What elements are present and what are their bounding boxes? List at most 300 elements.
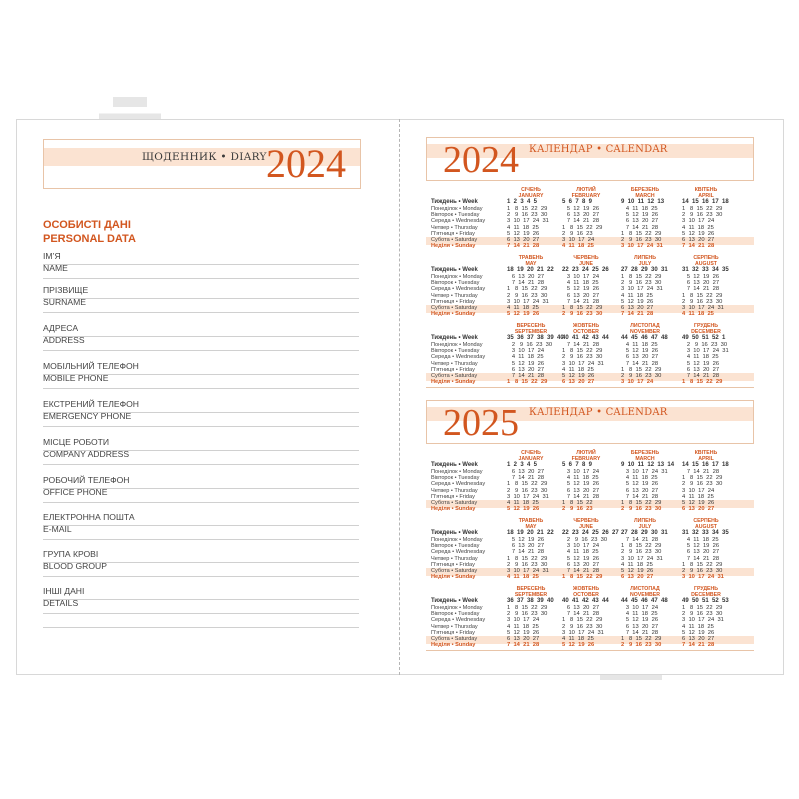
- day-dates: 6 13 20 27: [507, 274, 545, 280]
- day-dates: 1 8 15 22 29: [621, 274, 662, 280]
- weekday-label: Середа • Wednesday: [431, 617, 486, 624]
- day-dates: 7 14 21 28: [562, 342, 600, 348]
- day-dates: 3 10 17 24 31: [621, 555, 663, 562]
- sunday-label: Неділя • Sunday: [431, 379, 476, 386]
- day-dates: 7 14 21 28: [682, 469, 720, 475]
- day-dates: 6 13 20 27: [507, 469, 545, 475]
- month-name-ua: ЛИСТОПАД: [630, 586, 660, 592]
- day-dates: 3 10 17 24 31: [562, 629, 604, 636]
- day-dates: 1 8 15 22 29: [682, 206, 723, 212]
- day-dates: 5 12 19 26: [682, 274, 720, 280]
- day-dates: 4 11 18 25: [562, 280, 599, 287]
- sunday-dates: 6 13 20 27: [621, 574, 654, 581]
- field-name: [43, 250, 359, 274]
- field-office-phone: [43, 474, 359, 498]
- day-dates: 4 11 18 25: [682, 537, 719, 543]
- weekday-label: П’ятниця • Friday: [431, 561, 475, 568]
- weekday-label: Понеділок • Monday: [431, 537, 483, 543]
- weekday-label: Вівторок • Tuesday: [431, 611, 480, 618]
- day-dates: 3 10 17 24 31: [507, 298, 549, 305]
- month-name-en: MAY: [525, 261, 537, 267]
- sunday-dates: 6 13 20 27: [562, 379, 595, 386]
- month-header: [503, 450, 559, 462]
- weekday-label: Понеділок • Monday: [431, 206, 483, 212]
- sunday-label: Неділя • Sunday: [431, 642, 476, 649]
- week-numbers: 40 41 42 43 44: [562, 598, 609, 604]
- week-numbers: 36 37 38 39 40: [507, 598, 554, 604]
- write-line[interactable]: [43, 599, 359, 600]
- month-name-en: JUNE: [579, 261, 593, 267]
- weekday-label: Субота • Saturday: [431, 305, 478, 311]
- week-label: Тиждень • Week: [431, 267, 478, 273]
- day-dates: 2 9 16 23 30: [682, 481, 723, 488]
- day-dates: 3 10 17 24: [507, 348, 545, 355]
- field-label-en: ADDRESS: [43, 335, 85, 345]
- day-dates: 3 10 17 24: [507, 617, 540, 624]
- sunday-dates: 7 14 21 28: [507, 642, 540, 649]
- day-dates: 2 9 16 23: [562, 230, 593, 237]
- month-name-en: SEPTEMBER: [514, 592, 548, 598]
- write-line[interactable]: [43, 264, 359, 265]
- day-dates: 3 10 17 24: [562, 469, 600, 475]
- month-name-ua: ЛИПЕНЬ: [633, 255, 657, 261]
- day-dates: 7 14 21 28: [682, 373, 720, 379]
- field-label-ua: ЕЛЕКТРОННА ПОШТА: [43, 512, 135, 522]
- day-dates: 3 10 17 24 31: [682, 348, 729, 355]
- month-header: [678, 187, 734, 199]
- month-name-en: NOVEMBER: [630, 592, 660, 598]
- day-dates: 4 11 18 25: [621, 561, 653, 568]
- field-label-ua: РОБОЧИЙ ТЕЛЕФОН: [43, 475, 130, 485]
- day-dates: 1 8 15 22 29: [682, 605, 723, 611]
- month-header: [558, 518, 614, 530]
- write-line[interactable]: [43, 374, 359, 375]
- month-name-en: DECEMBER: [691, 592, 721, 598]
- day-dates: 4 11 18 25: [621, 611, 658, 618]
- day-dates: 2 9 16 23 30: [621, 280, 662, 287]
- day-dates: 5 12 19 26: [562, 373, 595, 379]
- day-dates: 3 10 17 24 31: [621, 286, 663, 293]
- field-label-ua: АДРЕСА: [43, 323, 79, 333]
- write-line[interactable]: [43, 502, 359, 503]
- month-name-ua: ГРУДЕНЬ: [694, 323, 718, 329]
- day-dates: 2 9 16 23 30: [682, 212, 723, 219]
- day-dates: 5 12 19 26: [507, 230, 540, 237]
- day-dates: 5 12 19 26: [621, 348, 659, 355]
- day-dates: 7 14 21 28: [562, 568, 600, 574]
- day-dates: 2 9 16 23 30: [507, 611, 548, 618]
- weekday-label: Понеділок • Monday: [431, 342, 483, 348]
- day-dates: 4 11 18 25: [562, 366, 594, 373]
- day-dates: 2 9 16 23 30: [682, 568, 723, 574]
- day-dates: 7 14 21 28: [562, 493, 600, 500]
- day-dates: 5 12 19 26: [682, 230, 715, 237]
- calendar-header-2025: [426, 400, 754, 444]
- week-numbers: 40 41 42 43 44: [562, 335, 609, 341]
- weekday-label: Четвер • Thursday: [431, 360, 478, 367]
- month-name-en: APRIL: [698, 193, 714, 199]
- field-label-en: BLOOD GROUP: [43, 561, 107, 571]
- weekday-label: Вівторок • Tuesday: [431, 348, 480, 355]
- sunday-label: Неділя • Sunday: [431, 311, 476, 318]
- week-numbers: 22 23 24 25 26 27: [562, 530, 619, 536]
- month-name-ua: ЛИСТОПАД: [630, 323, 660, 329]
- month-name-ua: ЛИПЕНЬ: [633, 518, 657, 524]
- month-name-en: AUGUST: [695, 524, 717, 530]
- week-numbers: 18 19 20 21 22: [507, 267, 554, 273]
- month-header: [558, 586, 614, 598]
- month-name-en: NOVEMBER: [630, 329, 660, 335]
- day-dates: 2 9 16 23 30: [682, 611, 723, 618]
- month-name-ua: КВІТЕНЬ: [694, 187, 718, 193]
- day-dates: 7 14 21 28: [621, 224, 659, 231]
- month-header: [617, 450, 673, 462]
- day-dates: 4 11 18 25: [507, 623, 539, 630]
- sunday-dates: 1 8 15 22 29: [507, 379, 548, 386]
- day-dates: 6 13 20 27: [562, 292, 600, 299]
- month-name-ua: ЖОВТЕНЬ: [572, 586, 600, 592]
- write-line[interactable]: [43, 426, 359, 427]
- day-dates: 2 9 16 23 30: [562, 354, 603, 361]
- day-dates: 4 11 18 25: [507, 224, 539, 231]
- month-name-ua: БЕРЕЗЕНЬ: [630, 187, 660, 193]
- day-dates: 2 9 16 23 30: [562, 623, 603, 630]
- day-dates: 5 12 19 26: [682, 543, 720, 550]
- weekday-label: Понеділок • Monday: [431, 274, 483, 280]
- write-line[interactable]: [43, 278, 359, 279]
- day-dates: 1 8 15 22 29: [621, 543, 662, 550]
- weekday-label: П’ятниця • Friday: [431, 629, 475, 636]
- weekday-label: Середа • Wednesday: [431, 218, 486, 225]
- week-numbers: 9 10 11 12 13: [621, 199, 665, 205]
- day-dates: 1 8 15 22 29: [507, 605, 548, 611]
- day-dates: 1 8 15 22 29: [621, 636, 662, 642]
- write-line[interactable]: [43, 298, 359, 299]
- day-dates: 7 14 21 28: [562, 611, 600, 618]
- field-label-ua: ПРІЗВИЩЕ: [43, 285, 89, 295]
- week-numbers: 14 15 16 17 18: [682, 199, 729, 205]
- field-label-en: EMERGENCY PHONE: [43, 411, 132, 421]
- week-label: Тиждень • Week: [431, 199, 478, 205]
- write-line[interactable]: [43, 350, 359, 351]
- field-label-en: COMPANY ADDRESS: [43, 449, 130, 459]
- month-name-en: DECEMBER: [691, 329, 721, 335]
- day-dates: 6 13 20 27: [562, 605, 600, 611]
- day-dates: 6 13 20 27: [621, 623, 659, 630]
- day-dates: 5 12 19 26: [507, 537, 545, 543]
- field-address: [43, 322, 359, 346]
- weekday-label: Субота • Saturday: [431, 237, 478, 243]
- month-name-ua: ЧЕРВЕНЬ: [573, 255, 599, 261]
- day-dates: 1 8 15 22 29: [562, 305, 603, 311]
- day-dates: 2 9 16 23 30: [682, 342, 728, 348]
- day-dates: 7 14 21 28: [562, 298, 600, 305]
- sunday-dates: 2 9 16 23: [562, 506, 593, 513]
- week-numbers: 49 50 51 52 53: [682, 598, 729, 604]
- weekday-label: Понеділок • Monday: [431, 469, 483, 475]
- sunday-dates: 7 14 21 28: [682, 642, 715, 649]
- day-dates: 3 10 17 24 31: [621, 469, 668, 475]
- day-dates: 6 13 20 27: [507, 636, 540, 642]
- weekday-label: Четвер • Thursday: [431, 487, 478, 494]
- weekday-label: П’ятниця • Friday: [431, 493, 475, 500]
- day-dates: 5 12 19 26: [507, 629, 540, 636]
- day-dates: 1 8 15 22 29: [562, 224, 603, 231]
- day-dates: 1 8 15 22 29: [621, 366, 662, 373]
- field-label-ua: ІМ’Я: [43, 251, 61, 261]
- write-line[interactable]: [43, 539, 359, 540]
- month-name-en: APRIL: [698, 456, 714, 462]
- month-name-ua: ВЕРЕСЕНЬ: [516, 323, 546, 329]
- field-details: [43, 585, 359, 609]
- day-dates: 4 11 18 25: [507, 305, 539, 311]
- week-label: Тиждень • Week: [431, 530, 478, 536]
- month-header: [503, 255, 559, 267]
- day-dates: 1 8 15 22 29: [507, 286, 548, 293]
- weekday-label: Субота • Saturday: [431, 373, 478, 379]
- week-label: Тиждень • Week: [431, 462, 478, 468]
- month-header: [617, 586, 673, 598]
- write-line[interactable]: [43, 336, 359, 337]
- month-name-ua: ЖОВТЕНЬ: [572, 323, 600, 329]
- day-dates: 5 12 19 26: [621, 212, 659, 219]
- day-dates: 6 13 20 27: [621, 354, 659, 361]
- day-dates: 6 13 20 27: [682, 237, 715, 243]
- month-name-en: JULY: [638, 524, 652, 530]
- day-dates: 7 14 21 28: [507, 373, 545, 379]
- day-dates: 5 12 19 26: [682, 500, 715, 506]
- weekday-label: Четвер • Thursday: [431, 292, 478, 299]
- sunday-dates: 5 12 19 26: [562, 642, 595, 649]
- day-dates: 1 8 15 22 29: [621, 500, 662, 506]
- sunday-label: Неділя • Sunday: [431, 243, 476, 250]
- field-label-en: DETAILS: [43, 598, 79, 608]
- write-line[interactable]: [43, 450, 359, 451]
- day-dates: 6 13 20 27: [562, 487, 600, 494]
- day-dates: 1 8 15 22 29: [507, 555, 548, 562]
- day-dates: 1 8 15 22 29: [507, 481, 548, 488]
- day-dates: 3 10 17 24 31: [507, 568, 549, 574]
- day-dates: 3 10 17 24 31: [507, 493, 549, 500]
- day-dates: 3 10 17 24 31: [507, 218, 549, 225]
- day-dates: 6 13 20 27: [507, 543, 545, 550]
- month-name-en: AUGUST: [695, 261, 717, 267]
- month-name-ua: ЧЕРВЕНЬ: [573, 518, 599, 524]
- day-dates: 2 9 16 23 30: [507, 561, 548, 568]
- day-dates: 1 8 15 22 29: [682, 292, 723, 299]
- day-dates: 4 11 18 25: [562, 549, 599, 556]
- calendar-title: КАЛЕНДАР • CALENDAR: [529, 407, 668, 418]
- week-numbers: 1 2 3 4 5: [507, 462, 538, 468]
- month-header: [503, 323, 559, 335]
- day-dates: 6 13 20 27: [682, 366, 720, 373]
- month-name-en: JULY: [638, 261, 652, 267]
- day-dates: 7 14 21 28: [682, 286, 720, 293]
- field-label-en: OFFICE PHONE: [43, 487, 108, 497]
- month-name-en: MAY: [525, 524, 537, 530]
- write-line[interactable]: [43, 525, 359, 526]
- weekday-label: Четвер • Thursday: [431, 555, 478, 562]
- calendar-year: 2024: [443, 139, 519, 181]
- weekday-label: Вівторок • Tuesday: [431, 280, 480, 287]
- weekday-label: Середа • Wednesday: [431, 549, 486, 556]
- write-line[interactable]: [43, 627, 359, 628]
- week-numbers: 35 36 37 38 39 40: [507, 335, 564, 341]
- month-name-en: OCTOBER: [573, 329, 599, 335]
- field-label-ua: ГРУПА КРОВІ: [43, 549, 99, 559]
- day-dates: 4 11 18 25: [621, 206, 658, 212]
- weekday-label: Субота • Saturday: [431, 500, 478, 506]
- month-name-en: JUNE: [579, 524, 593, 530]
- write-line[interactable]: [43, 576, 359, 577]
- weekday-label: Четвер • Thursday: [431, 623, 478, 630]
- day-dates: 1 8 15 22: [562, 500, 593, 506]
- sunday-dates: 6 13 20 27: [682, 506, 715, 513]
- week-numbers: 49 50 51 52 1: [682, 335, 726, 341]
- field-mobile-phone: [43, 360, 359, 384]
- sunday-dates: 3 10 17 24 31: [621, 243, 663, 250]
- weekday-label: Понеділок • Monday: [431, 605, 483, 611]
- month-header: [678, 586, 734, 598]
- month-name-ua: БЕРЕЗЕНЬ: [630, 450, 660, 456]
- week-numbers: 14 15 16 17 18: [682, 462, 729, 468]
- week-numbers: 9 10 11 12 13 14: [621, 462, 675, 468]
- write-line[interactable]: [43, 388, 359, 389]
- month-header: [503, 518, 559, 530]
- personal-data-title-ua: ОСОБИСТІ ДАНІ: [43, 219, 131, 231]
- month-name-ua: ЛЮТИЙ: [576, 187, 596, 193]
- week-numbers: 27 28 29 30 31: [621, 267, 668, 273]
- day-dates: 3 10 17 24 31: [562, 360, 604, 367]
- diary-label: ЩОДЕННИК • DIARY: [142, 151, 267, 163]
- weekday-label: Середа • Wednesday: [431, 481, 486, 488]
- day-dates: 7 14 21 28: [507, 475, 545, 482]
- day-dates: 2 9 16 23 30: [507, 487, 548, 494]
- field-blood-group: [43, 548, 359, 572]
- day-dates: 1 8 15 22 29: [682, 561, 723, 568]
- day-dates: 3 10 17 24: [682, 487, 715, 494]
- month-name-en: SEPTEMBER: [514, 329, 548, 335]
- day-dates: 6 13 20 27: [507, 366, 545, 373]
- month-header: [617, 323, 673, 335]
- day-dates: 6 13 20 27: [682, 549, 720, 556]
- month-name-ua: ТРАВЕНЬ: [518, 518, 544, 524]
- day-dates: 3 10 17 24 31: [682, 305, 724, 311]
- sunday-dates: 2 9 16 23 30: [621, 506, 662, 513]
- week-numbers: 31 32 33 34 35: [682, 267, 729, 273]
- write-line[interactable]: [43, 613, 359, 614]
- day-dates: 1 8 15 22 29: [621, 230, 662, 237]
- calendar-bottom-rule: [426, 650, 754, 651]
- sunday-dates: 2 9 16 23 30: [621, 642, 662, 649]
- write-line[interactable]: [43, 488, 359, 489]
- field-label-en: NAME: [43, 263, 68, 273]
- day-dates: 2 9 16 23 30: [507, 212, 548, 219]
- month-name-ua: ЛЮТИЙ: [576, 450, 596, 456]
- day-dates: 3 10 17 24: [562, 543, 600, 550]
- month-header: [678, 450, 734, 462]
- field-emergency-phone: [43, 398, 359, 422]
- week-numbers: 18 19 20 21 22: [507, 530, 554, 536]
- month-name-ua: СЕРПЕНЬ: [693, 255, 719, 261]
- day-dates: 7 14 21 28: [621, 537, 659, 543]
- day-dates: 6 13 20 27: [621, 487, 659, 494]
- day-dates: 2 9 16 23 30: [682, 298, 723, 305]
- week-numbers: 44 45 46 47 48: [621, 598, 668, 604]
- month-name-ua: ВЕРЕСЕНЬ: [516, 586, 546, 592]
- month-header: [617, 518, 673, 530]
- day-dates: 4 11 18 25: [621, 475, 658, 482]
- day-dates: 4 11 18 25: [682, 493, 714, 500]
- day-dates: 4 11 18 25: [562, 475, 599, 482]
- write-line[interactable]: [43, 412, 359, 413]
- month-name-en: MARCH: [635, 456, 655, 462]
- field-e-mail: [43, 511, 359, 535]
- day-dates: 2 9 16 23 30: [507, 292, 548, 299]
- day-dates: 1 8 15 22 29: [507, 206, 548, 212]
- field-label-en: E-MAIL: [43, 524, 72, 534]
- month-header: [678, 518, 734, 530]
- month-header: [503, 586, 559, 598]
- day-dates: 4 11 18 25: [682, 623, 714, 630]
- field-company-address: [43, 436, 359, 460]
- month-header: [558, 187, 614, 199]
- month-name-ua: СІЧЕНЬ: [521, 450, 541, 456]
- write-line[interactable]: [43, 312, 359, 313]
- day-dates: 7 14 21 28: [621, 629, 659, 636]
- day-dates: 5 12 19 26: [621, 617, 659, 624]
- day-dates: 5 12 19 26: [507, 360, 545, 367]
- sunday-dates: 4 11 18 25: [562, 243, 594, 250]
- month-name-ua: ТРАВЕНЬ: [518, 255, 544, 261]
- sunday-label: Неділя • Sunday: [431, 506, 476, 513]
- weekday-label: Субота • Saturday: [431, 568, 478, 574]
- field-label-ua: МОБІЛЬНИЙ ТЕЛЕФОН: [43, 361, 139, 371]
- day-dates: 6 13 20 27: [507, 237, 540, 243]
- field-surname: [43, 284, 359, 308]
- day-dates: 6 13 20 27: [682, 636, 715, 642]
- day-dates: 1 8 15 22 29: [682, 475, 723, 482]
- day-dates: 1 8 15 22 29: [562, 348, 603, 355]
- month-name-en: MARCH: [635, 193, 655, 199]
- weekday-label: Середа • Wednesday: [431, 286, 486, 293]
- month-header: [617, 187, 673, 199]
- month-name-en: JANUARY: [518, 193, 544, 199]
- field-label-en: MOBILE PHONE: [43, 373, 109, 383]
- day-dates: 2 9 16 23 30: [621, 237, 662, 243]
- month-header: [558, 450, 614, 462]
- day-dates: 5 12 19 26: [562, 555, 600, 562]
- month-name-en: OCTOBER: [573, 592, 599, 598]
- week-numbers: 5 6 7 8 9: [562, 462, 593, 468]
- day-dates: 7 14 21 28: [507, 280, 545, 287]
- day-dates: 7 14 21 28: [562, 218, 600, 225]
- field-label-ua: ЕКСТРЕНИЙ ТЕЛЕФОН: [43, 399, 139, 409]
- day-dates: 5 12 19 26: [562, 206, 600, 212]
- calendar-title: КАЛЕНДАР • CALENDAR: [529, 144, 668, 155]
- week-numbers: 27 28 29 30 31: [621, 530, 668, 536]
- day-dates: 3 10 17 24 31: [682, 617, 724, 624]
- day-dates: 5 12 19 26: [562, 286, 600, 293]
- week-label: Тиждень • Week: [431, 598, 478, 604]
- write-line[interactable]: [43, 562, 359, 563]
- day-dates: 5 12 19 26: [621, 481, 659, 488]
- day-dates: 2 9 16 23 30: [621, 549, 662, 556]
- week-label: Тиждень • Week: [431, 335, 478, 341]
- sunday-dates: 2 9 16 23 30: [562, 311, 603, 318]
- sunday-dates: 3 10 17 24 31: [682, 574, 724, 581]
- write-line[interactable]: [43, 464, 359, 465]
